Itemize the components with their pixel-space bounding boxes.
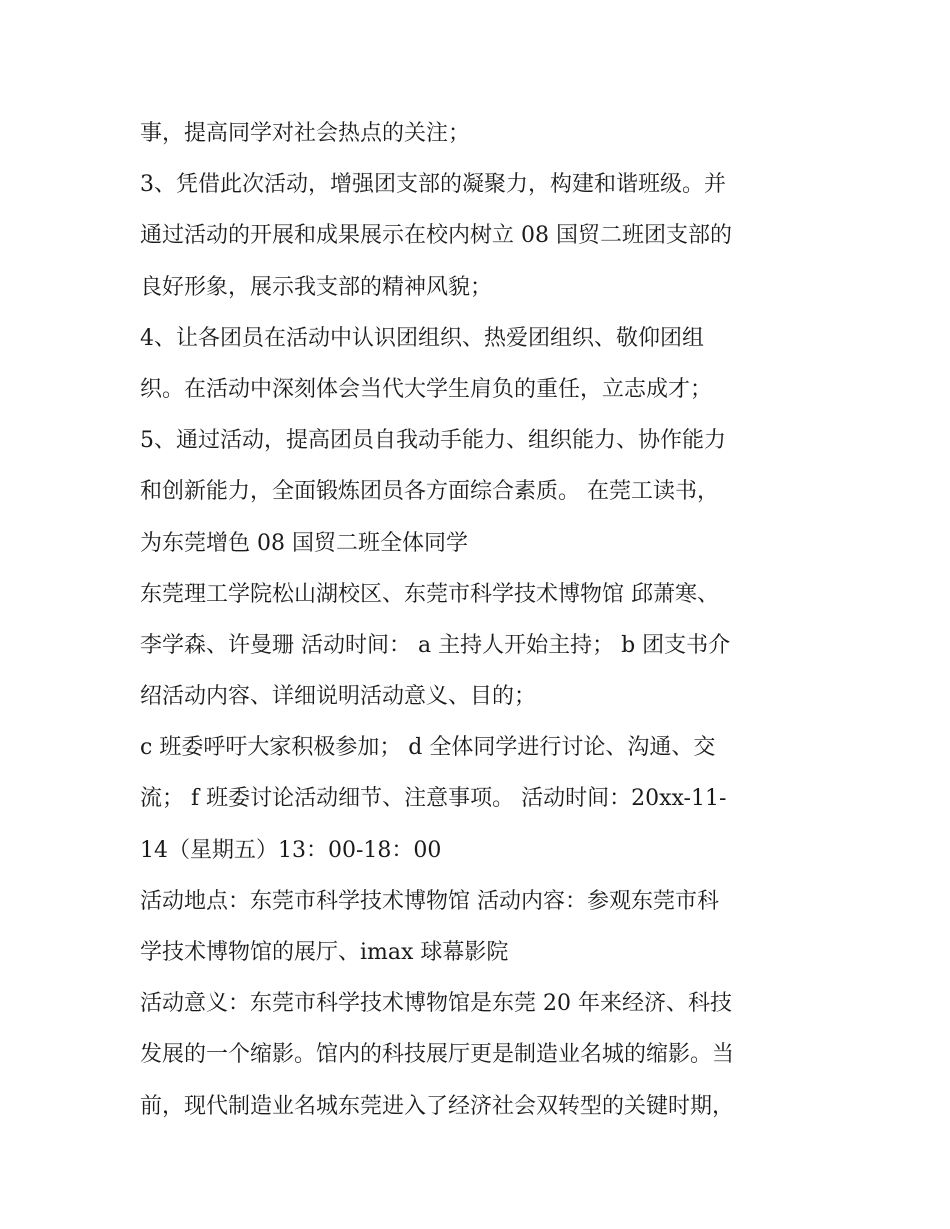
- text-line: 发展的一个缩影。馆内的科技展厅更是制造业名城的缩影。当: [140, 1042, 735, 1068]
- text-line: 绍活动内容、详细说明活动意义、目的；: [140, 684, 537, 710]
- text-line: 事，提高同学对社会热点的关注；: [140, 121, 471, 146]
- text-line: 活动地点：东莞市科学技术博物馆 活动内容：参观东莞市科: [140, 888, 719, 914]
- text-line: 4、让各团员在活动中认识团组织、热爱团组织、敬仰团组: [140, 325, 704, 351]
- text-line: 14（星期五）13：00-18：00: [140, 837, 442, 863]
- text-line: 通过活动的开展和成果展示在校内树立 08 国贸二班团支部的: [140, 223, 732, 249]
- text-line: 李学森、许曼珊 活动时间： a 主持人开始主持； b 团支书介: [140, 632, 731, 658]
- text-line: 活动意义：东莞市科学技术博物馆是东莞 20 年来经济、科技: [140, 991, 732, 1017]
- text-line: 前，现代制造业名城东莞进入了经济社会双转型的关键时期，: [140, 1093, 735, 1119]
- body-text: [140, 108, 830, 1132]
- text-line: 流； f 班委讨论活动细节、注意事项。 活动时间：20xx-11-: [140, 786, 727, 812]
- text-line: 织。在活动中深刻体会当代大学生肩负的重任，立志成才；: [140, 376, 713, 402]
- text-line: 和创新能力，全面锻炼团员各方面综合素质。 在莞工读书，: [140, 479, 719, 505]
- text-line: 为东莞增色 08 国贸二班全体同学: [140, 530, 468, 556]
- text-line: 良好形象，展示我支部的精神风貌；: [140, 274, 493, 300]
- text-line: 东莞理工学院松山湖校区、东莞市科学技术博物馆 邱萧寒、: [140, 581, 719, 607]
- text-line: 3、凭借此次活动，增强团支部的凝聚力，构建和谐班级。并: [140, 172, 726, 198]
- text-line: 5、通过活动，提高团员自我动手能力、组织能力、协作能力: [140, 428, 726, 454]
- text-line: c 班委呼吁大家积极参加； d 全体同学进行讨论、沟通、交: [140, 735, 716, 761]
- text-line: 学技术博物馆的展厅、imax 球幕影院: [140, 940, 509, 965]
